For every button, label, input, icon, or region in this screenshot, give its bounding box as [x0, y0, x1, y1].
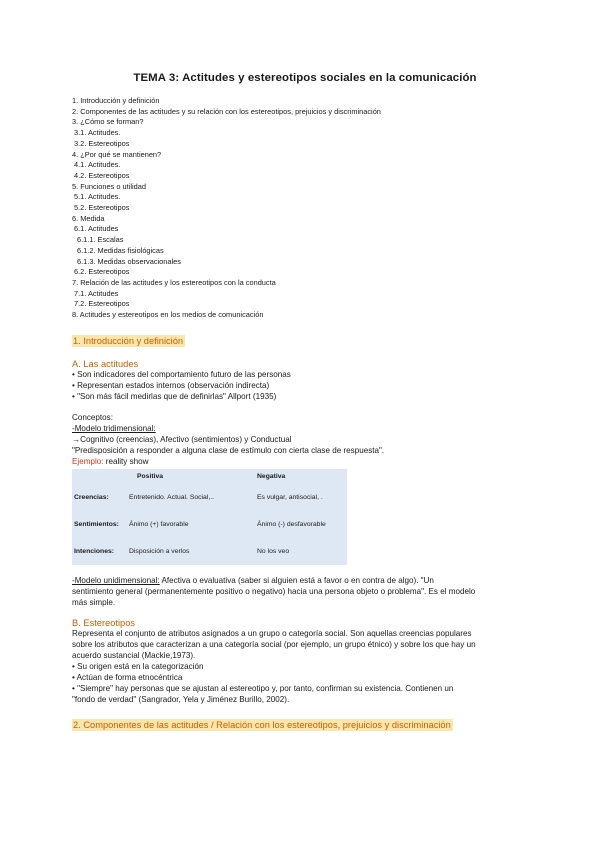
- table-cell: Entretenido. Actual. Social,..: [129, 493, 215, 501]
- toc-item: 7. Relación de las actitudes y los estereotipos con la conducta: [72, 277, 276, 287]
- table-cell: Sentimientos:: [74, 520, 119, 528]
- table-header-row: [72, 469, 347, 484]
- bullet-item: • Actúan de forma etnocéntrica: [72, 672, 183, 682]
- bullet-item: • Representan estados internos (observación indirecta): [72, 380, 270, 390]
- toc-item: 1. Introducción y definición: [72, 96, 160, 105]
- ejemplo-label: Ejemplo:: [72, 456, 104, 466]
- document-page: [72, 72, 532, 733]
- unidimensional-text: más simple.: [72, 597, 116, 607]
- tridimensional-label: -Modelo tridimensional:: [72, 423, 156, 433]
- attitude-table: [72, 469, 347, 565]
- toc-item: 4.2. Estereotipos: [74, 170, 130, 180]
- estereotipos-text: Representa el conjunto de atributos asignados a un grupo o categoría social. Son aquellas creencias populares: [72, 628, 472, 638]
- bullet-item: • Son indicadores del comportamiento futuro de las personas: [72, 369, 291, 379]
- unidimensional-text: Afectiva o evaluativa (saber si alguien está a favor o en contra de algo). "Un: [159, 575, 434, 585]
- toc-item: 6.1. Actitudes: [74, 224, 119, 234]
- toc-item: 7.1. Actitudes: [74, 288, 119, 298]
- subsection-a-heading: A. Las actitudes: [72, 358, 139, 369]
- toc-item: 6.1.2. Medidas fisiológicas: [77, 245, 164, 255]
- table-of-contents: [72, 96, 532, 321]
- table-cell: Creencias:: [74, 493, 109, 501]
- section-2-heading: 2. Componentes de las actitudes / Relación con los estereotipos, prejuicios y discriminación: [73, 719, 451, 730]
- conceptos-block: [72, 412, 532, 467]
- toc-item: 3.2. Estereotipos: [74, 138, 130, 148]
- bullet-item: • "Siempre" hay personas que se ajustan al estereotipo y, por tanto, confirman su existencia. Contienen un: [72, 683, 454, 693]
- table-cell: Ánimo (+) favorable: [129, 520, 189, 528]
- tridimensional-line: "Predisposición a responder a alguna clase de estímulo con cierta clase de respuesta".: [72, 445, 385, 455]
- table-header: [72, 469, 126, 484]
- conceptos-label: Conceptos:: [72, 412, 113, 422]
- toc-item: 3.1. Actitudes.: [74, 128, 121, 138]
- toc-item: 3. ¿Cómo se forman?: [72, 117, 144, 127]
- section-1-heading: 1. Introducción y definición: [73, 335, 184, 346]
- toc-item: 6.1.1. Escalas: [77, 235, 124, 245]
- table-header: Positiva: [137, 472, 164, 480]
- table-row: [72, 484, 347, 511]
- table-cell: No los veo: [257, 547, 290, 555]
- ejemplo-text: reality show: [103, 456, 149, 466]
- toc-item: 2. Componentes de las actitudes y su relación con los estereotipos, prejuicios y discriminación: [72, 106, 381, 116]
- estereotipos-text: acuerdo sustancial (Mackie,1973).: [72, 650, 196, 660]
- toc-item: 5.1. Actitudes.: [74, 192, 121, 202]
- table-header: Negativa: [257, 472, 286, 480]
- estereotipos-text: "fondo de verdad" (Sangrador, Yela y Jiménez Burillo, 2002).: [72, 694, 290, 704]
- subsection-b-heading: B. Estereotipos: [72, 617, 136, 628]
- estereotipos-text: sobre los atributos que caracterizan a una categoría social (por ejemplo, un grupo étnico) y sobre los que hay un: [72, 639, 476, 649]
- toc-item: 6.2. Estereotipos: [74, 267, 130, 277]
- table-row: [72, 511, 347, 538]
- table-cell: Intenciones:: [74, 547, 115, 555]
- table-cell: Es vulgar, antisocial, .: [257, 493, 323, 501]
- estereotipos-block: [72, 628, 532, 705]
- table-cell: Ánimo (-) desfavorable: [257, 520, 326, 528]
- table-row: [72, 538, 347, 565]
- bullet-item: • "Son más fácil medirlas que de definirlas" Allport (1935): [72, 391, 277, 401]
- actitudes-bullets: [72, 369, 532, 402]
- unidimensional-block: [72, 575, 532, 608]
- toc-item: 6.1.3. Medidas observacionales: [77, 256, 181, 266]
- ejemplo-line: [72, 456, 532, 467]
- toc-item: 5.2. Estereotipos: [74, 203, 130, 213]
- toc-item: 4. ¿Por qué se mantienen?: [72, 149, 162, 159]
- toc-item: 8. Actitudes y estereotipos en los medios de comunicación: [72, 310, 264, 320]
- toc-item: 7.2. Estereotipos: [74, 299, 130, 309]
- tridimensional-line: →Cognitivo (creencias), Afectivo (sentimientos) y Conductual: [72, 434, 292, 444]
- table-cell: Disposición a verlos: [129, 547, 190, 555]
- unidimensional-text: sentimiento general (permanentemente positivo o negativo) hacia una persona objeto o problema". Es el modelo: [72, 586, 476, 596]
- toc-item: 5. Funciones o utilidad: [72, 181, 146, 191]
- unidimensional-label: -Modelo unidimensional:: [72, 575, 160, 585]
- toc-item: 4.1. Actitudes.: [74, 160, 121, 170]
- toc-item: 6. Medida: [72, 213, 105, 223]
- bullet-item: • Su origen está en la categorización: [72, 661, 204, 671]
- page-title: TEMA 3: Actitudes y estereotipos sociales en la comunicación: [133, 72, 477, 84]
